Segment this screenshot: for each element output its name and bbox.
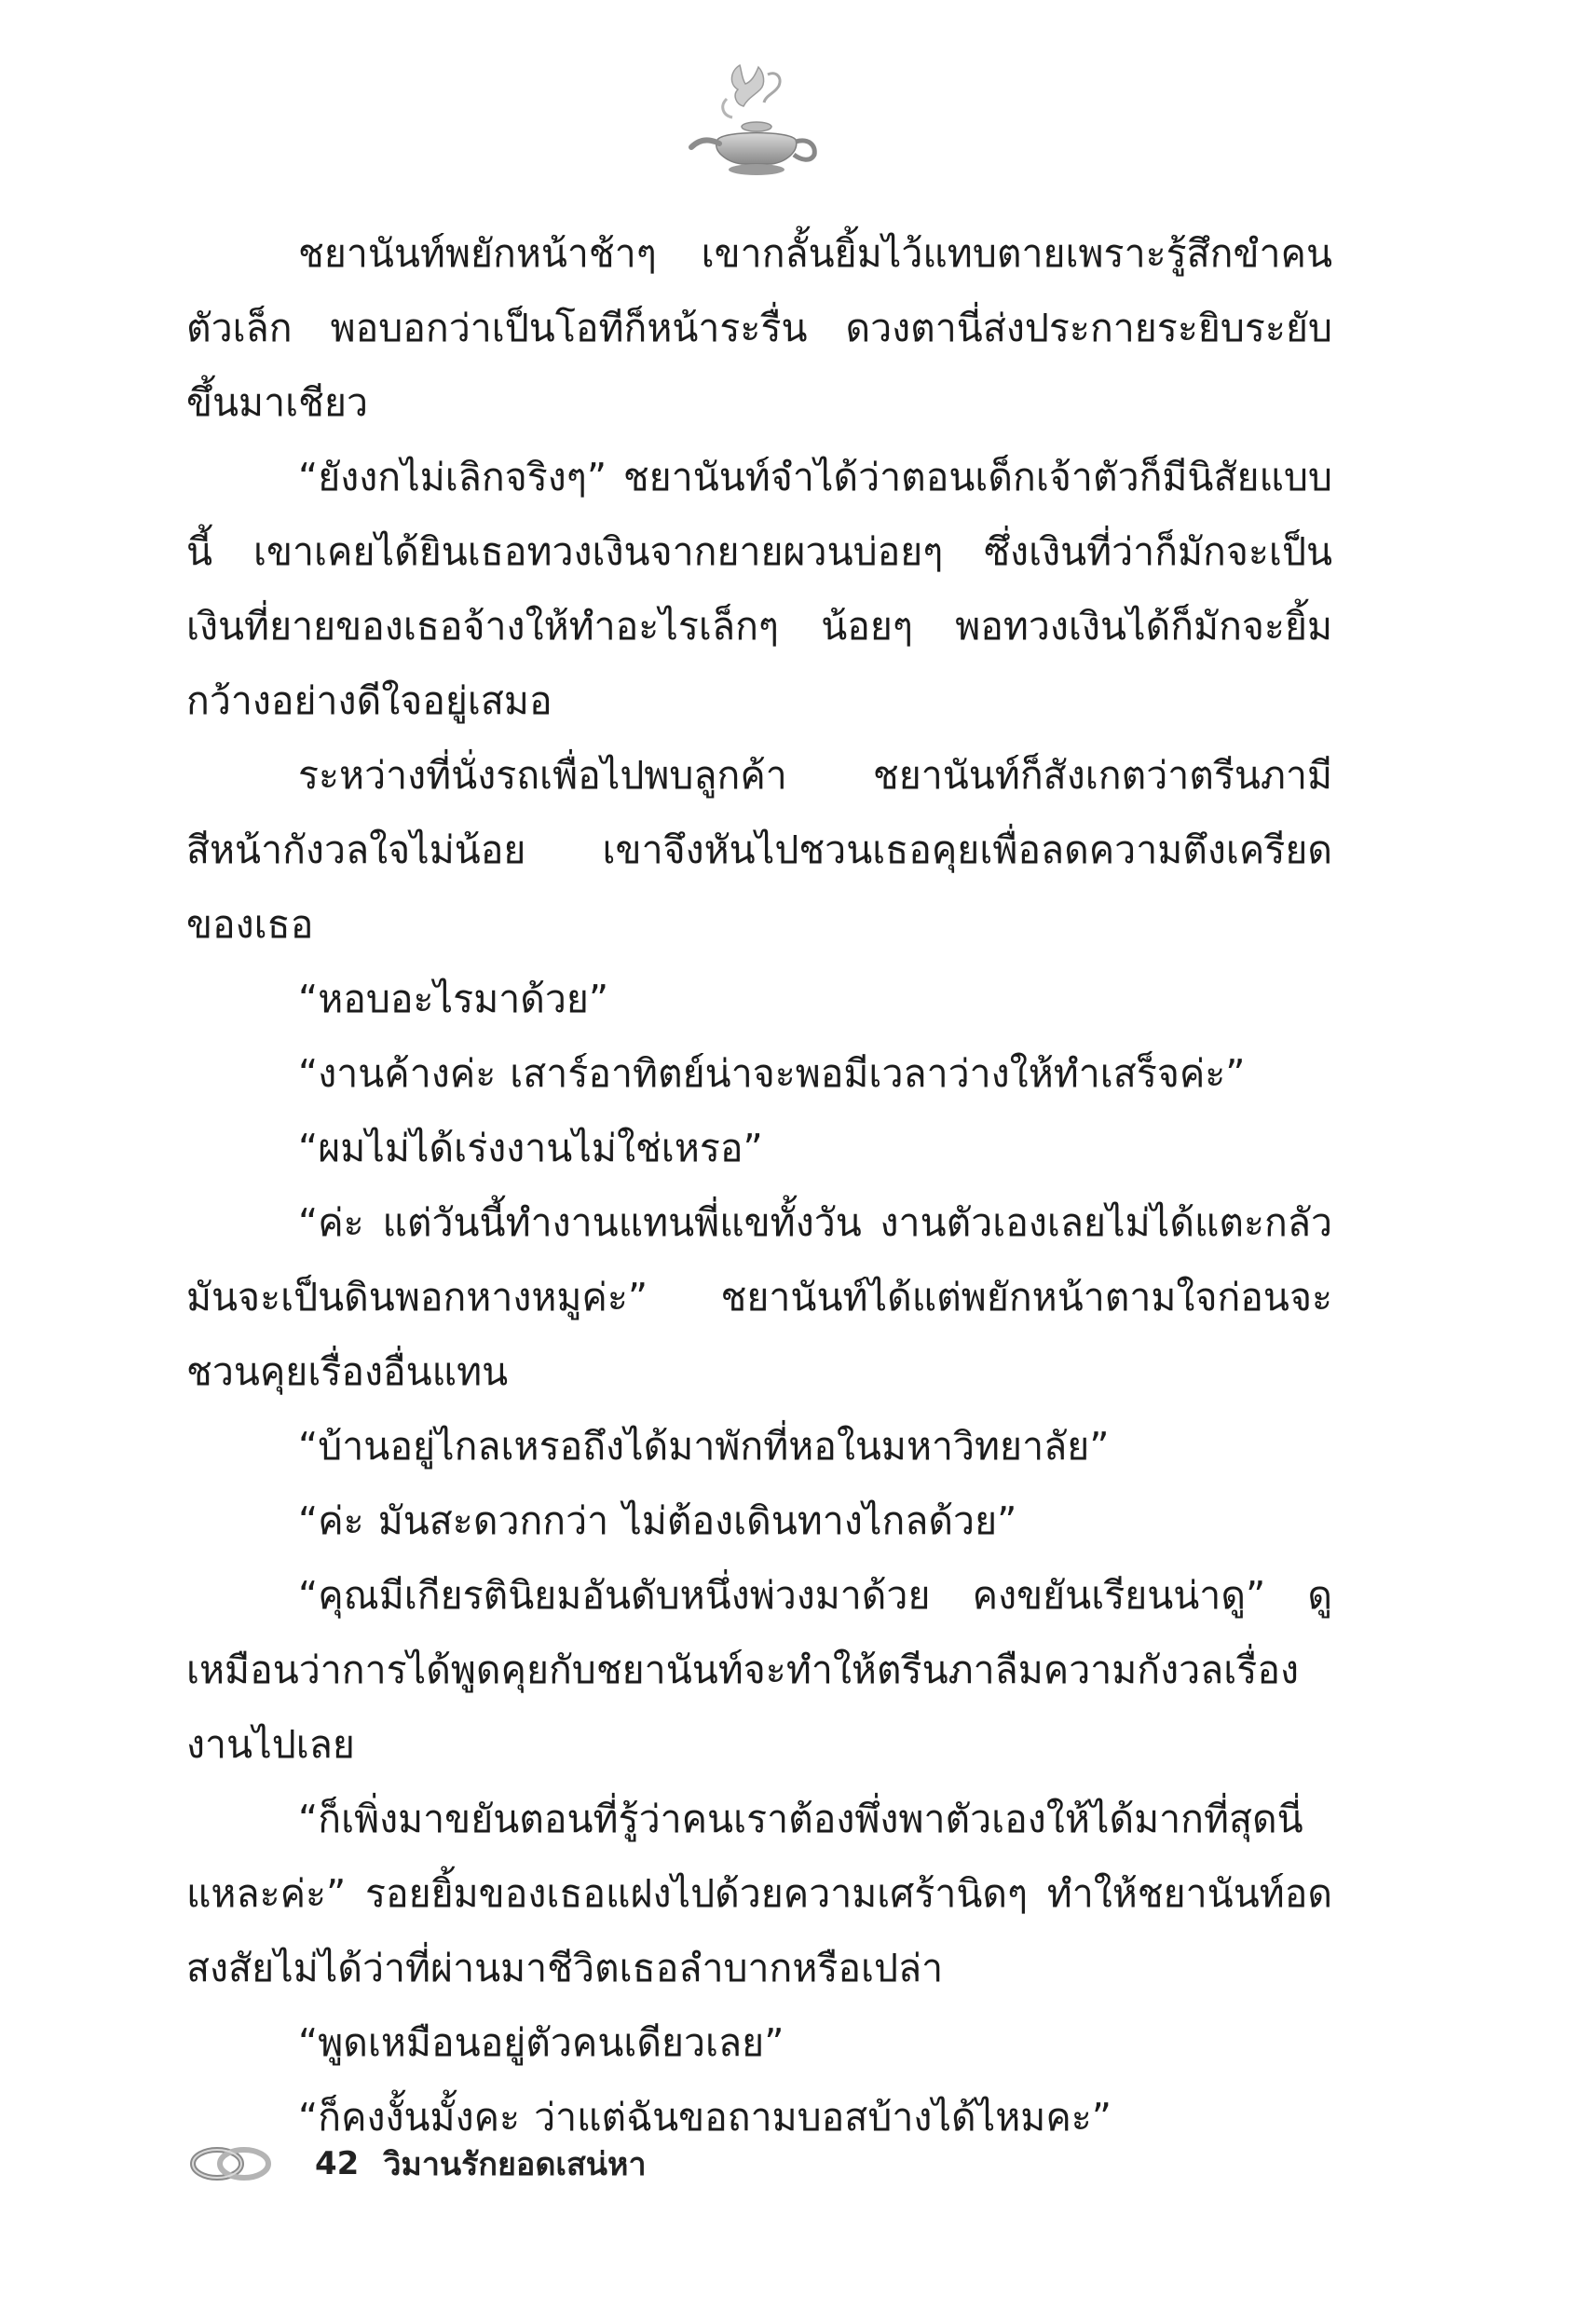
body-paragraph: “ผมไม่ได้เร่งงานไม่ใช่เหรอ” bbox=[298, 1126, 763, 1170]
genie-lamp-ornament-icon bbox=[686, 58, 822, 181]
page-body-text bbox=[186, 216, 1332, 2154]
body-paragraph: “ยังงกไม่เลิกจริงๆ” ชยานันท์จำได้ว่าตอนเด็กเจ้าตัวก็มีนิสัยแบบนี้ เขาเคยได้ยินเธอทวงเงินจากยายผวนบ่อยๆ ซึ่งเงินที่ว่าก็มักจะเป็นเงินที่ยายของเธอจ้างให้ทำอะไรเล็กๆ น้อยๆ พอทวงเงินได้ก็มักจะยิ้มกว้างอย่างดีใจอยู่เสมอ bbox=[186, 455, 1332, 723]
book-title: วิมานรักยอดเสน่หา bbox=[383, 2146, 647, 2183]
page-footer bbox=[186, 2140, 647, 2187]
body-paragraph: “พูดเหมือนอยู่ตัวคนเดียวเลย” bbox=[298, 2020, 784, 2065]
body-paragraph: ชยานันท์พยักหน้าช้าๆ เขากลั้นยิ้มไว้แทบตายเพราะรู้สึกขำคนตัวเล็ก พอบอกว่าเป็นโอทีก็หน้าระรื่น ดวงตานี่ส่งประกายระยิบระยับขึ้นมาเชียว bbox=[186, 231, 1332, 425]
body-paragraph: ระหว่างที่นั่งรถเพื่อไปพบลูกค้า ชยานันท์ก็สังเกตว่าตรีนภามีสีหน้ากังวลใจไม่น้อย เขาจึงหันไปชวนเธอคุยเพื่อลดความตึงเครียดของเธอ bbox=[186, 753, 1332, 947]
body-paragraph: “คุณมีเกียรตินิยมอันดับหนึ่งพ่วงมาด้วย คงขยันเรียนน่าดู” ดูเหมือนว่าการได้พูดคุยกับชยานันท์จะทำให้ตรีนภาลืมความกังวลเรื่องงานไปเลย bbox=[186, 1573, 1332, 1767]
body-paragraph: “บ้านอยู่ไกลเหรอถึงได้มาพักที่หอในมหาวิทยาลัย” bbox=[298, 1424, 1110, 1469]
twin-rings-icon bbox=[186, 2142, 276, 2185]
body-paragraph: “ค่ะ แต่วันนี้ทำงานแทนพี่แขทั้งวัน งานตัวเองเลยไม่ได้แตะกลัวมันจะเป็นดินพอกหางหมูค่ะ” ชยานันท์ได้แต่พยักหน้าตามใจก่อนจะชวนคุยเรื่องอื่นแทน bbox=[186, 1200, 1332, 1394]
body-paragraph: “งานค้างค่ะ เสาร์อาทิตย์น่าจะพอมีเวลาว่างให้ทำเสร็จค่ะ” bbox=[298, 1051, 1246, 1096]
body-paragraph: “ค่ะ มันสะดวกกว่า ไม่ต้องเดินทางไกลด้วย” bbox=[298, 1498, 1017, 1543]
body-paragraph: “หอบอะไรมาด้วย” bbox=[298, 977, 609, 1021]
body-paragraph: “ก็คงงั้นมั้งคะ ว่าแต่ฉันขอถามบอสบ้างได้ไหมคะ” bbox=[298, 2095, 1112, 2140]
page-number: 42 bbox=[315, 2145, 360, 2182]
body-paragraph: “ก็เพิ่งมาขยันตอนที่รู้ว่าคนเราต้องพึ่งพาตัวเองให้ได้มากที่สุดนี่แหละค่ะ” รอยยิ้มของเธอแฝงไปด้วยความเศร้านิดๆ ทำให้ชยานันท์อดสงสัยไม่ได้ว่าที่ผ่านมาชีวิตเธอลำบากหรือเปล่า bbox=[186, 1797, 1332, 1990]
